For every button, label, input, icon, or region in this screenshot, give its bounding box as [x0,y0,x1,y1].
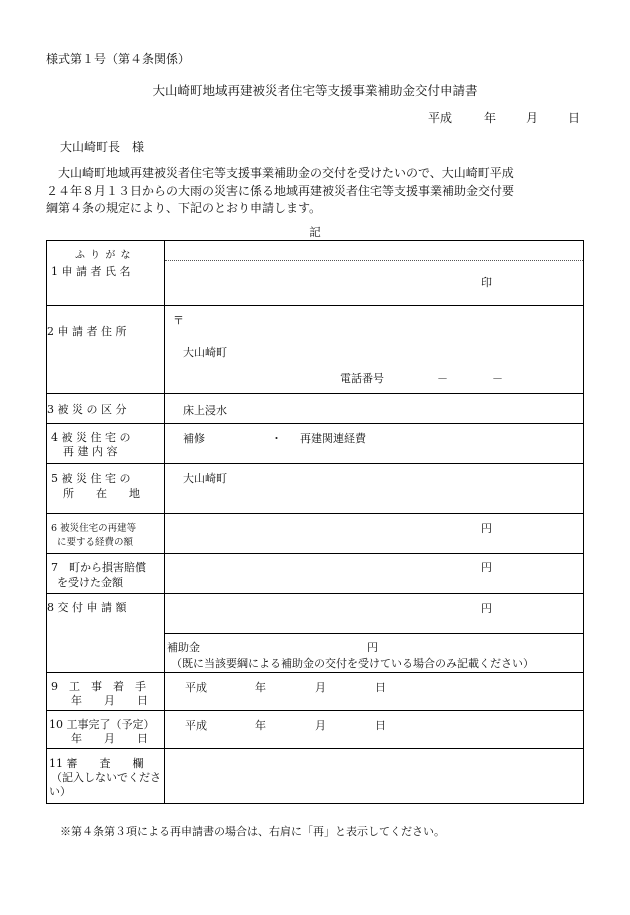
start-day: 日 [375,681,386,694]
completion-year: 年 [255,719,266,732]
furigana-label: ふ り が な [75,250,132,261]
address-town: 大山崎町 [183,346,227,359]
applicant-address-field[interactable] [165,306,584,394]
damaged-house-location-field[interactable] [165,464,584,514]
construction-start-label [47,673,165,711]
phone-dash-1: － [437,372,448,385]
completion-month: 月 [315,719,326,732]
form-number: 様式第１号（第４条関係） [46,52,191,66]
date-year: 年 [484,111,497,125]
row-rebuild-cost [47,514,584,554]
compensation-label-line-1: 7 町から損害賠償 [51,561,146,574]
rebuild-content-label-line-1: 4 被 災 住 宅 の [51,431,131,444]
date-month: 月 [526,111,539,125]
construction-completion-label [47,711,165,749]
rebuild-cost-field[interactable] [165,514,584,554]
rebuild-content-label [47,424,165,464]
phone-label: 電話番号 [340,372,384,385]
option-separator-dot: ・ [271,432,282,445]
row-construction-completion [47,711,584,749]
requested-amount-field[interactable] [165,594,584,673]
seal-mark: 印 [481,276,492,289]
review-label-line-3: い） [49,785,71,798]
row-construction-start [47,673,584,711]
location-label-line-1: 5 被 災 住 宅 の [51,472,131,485]
rebuild-cost-unit: 円 [481,522,492,535]
date-era: 平成 [428,111,453,125]
subsidy-note: （既に当該要綱による補助金の交付を受けている場合のみ記載ください） [171,657,534,670]
body-line-3: 綱第４条の規定により、下記のとおり申請します。 [46,201,322,215]
rebuild-content-label-line-2: 再 建 内 容 [63,445,118,458]
document-title: 大山崎町地域再建被災者住宅等支援事業補助金交付申請書 [152,83,478,98]
application-body-text [46,165,594,218]
phone-dash-2: － [492,372,503,385]
row-applicant-address [47,306,584,394]
rebuild-cost-label-line-1: 6 被災住宅の再建等 [51,523,137,534]
requested-amount-unit: 円 [481,602,492,615]
start-year: 年 [255,681,266,694]
postal-mark: 〒 [173,314,184,327]
location-value: 大山崎町 [183,472,227,485]
applicant-name-field[interactable] [165,241,584,306]
completion-label-line-1: 10 工事完了（予定） [49,718,155,731]
row-review [47,749,584,804]
damaged-house-location-label [47,464,165,514]
subsidy-unit: 円 [367,641,378,654]
location-label-line-2: 所 在 地 [63,487,140,500]
damage-compensation-field[interactable] [165,554,584,594]
subsidy-label: 補助金 [167,641,200,654]
review-label-line-1: 11 審 査 欄 [49,757,144,770]
construction-start-field[interactable] [165,673,584,711]
row-applicant-name [47,241,584,306]
footnote: ※第４条第３項による再申請書の場合は、右肩に「再」と表示してください。 [60,825,445,838]
date-day: 日 [568,111,581,125]
start-month: 月 [315,681,326,694]
option-rebuild-expenses: 再建関連経費 [300,432,366,445]
completion-label-line-2: 年 月 日 [71,732,148,745]
row-requested-amount [47,594,584,673]
furigana-divider [165,260,583,261]
completion-era: 平成 [185,719,207,732]
damage-category-field[interactable] [165,394,584,424]
body-line-2: ２４年８月１３日からの大雨の災害に係る地域再建被災者住宅等支援事業補助金交付要 [46,183,515,198]
body-line-1: 大山崎町地域再建被災者住宅等支援事業補助金の交付を受けたいので、大山崎町平成 [58,166,514,180]
damage-compensation-label [47,554,165,594]
rebuild-cost-label-line-2: に要する経費の額 [57,537,134,548]
damage-category-value: 床上浸水 [183,404,227,417]
construction-start-label-line-2: 年 月 日 [71,694,148,707]
rebuild-content-field[interactable] [165,424,584,464]
damage-category-label: 3 被 災 の 区 分 [47,394,165,424]
row-rebuild-content [47,424,584,464]
row-damaged-house-location [47,464,584,514]
review-field [165,749,584,804]
start-era: 平成 [185,681,207,694]
addressee: 大山崎町長 様 [60,140,145,154]
row-damage-category [47,394,584,424]
applicant-name-label-cell [47,241,165,306]
construction-completion-field[interactable] [165,711,584,749]
compensation-unit: 円 [481,561,492,574]
application-form-table [46,240,584,804]
review-label-line-2: （記入しないでくださ [51,771,161,784]
ki-label: 記 [309,225,321,239]
applicant-name-label: 1 申 請 者 氏 名 [51,265,131,278]
applicant-address-label: 2 申 請 者 住 所 [47,306,165,394]
construction-start-label-line-1: 9 工 事 着 手 [51,680,146,693]
row-damage-compensation [47,554,584,594]
compensation-label-line-2: を受けた金額 [57,576,123,589]
subsidy-divider [165,633,583,634]
option-repair: 補修 [183,432,205,445]
requested-amount-label: 8 交 付 申 請 額 [47,594,165,673]
review-label [47,749,165,804]
rebuild-cost-label [47,514,165,554]
completion-day: 日 [375,719,386,732]
application-date [428,109,580,126]
